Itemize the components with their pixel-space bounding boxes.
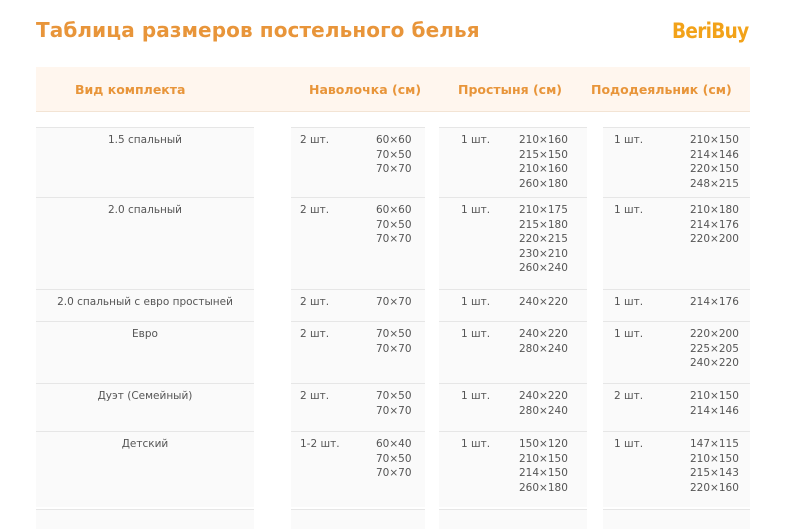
size-value: 210×160: [519, 134, 568, 146]
sheet-quantity: 1 шт.: [461, 328, 491, 340]
table-cell: [439, 509, 587, 529]
size-value: 70×50: [376, 390, 412, 402]
pillowcase-sizes: [376, 203, 412, 247]
pillowcase-quantity: 2 шт.: [300, 390, 330, 402]
size-value: 70×70: [376, 342, 412, 355]
table-row: [36, 197, 750, 289]
size-value: 70×50: [376, 452, 412, 465]
column-header-sheet: Простыня (см): [458, 82, 563, 97]
set-type-name: 2.0 спальный: [108, 204, 182, 216]
size-value: 215×143: [690, 467, 739, 480]
set-type-name: Детский: [121, 438, 169, 450]
size-value: 220×200: [690, 328, 739, 340]
size-value: 220×160: [690, 481, 739, 494]
size-value: 220×215: [519, 233, 568, 246]
size-value: 210×150: [690, 134, 739, 146]
size-value: 214×146: [690, 404, 739, 417]
size-value: 210×160: [519, 163, 568, 176]
table-row: [36, 431, 750, 507]
duvet-cover-sizes: [690, 327, 739, 371]
duvet-cover-quantity: 2 шт.: [614, 390, 644, 402]
size-value: 70×70: [376, 163, 412, 176]
size-value: 60×60: [376, 204, 412, 216]
size-value: 260×240: [519, 262, 568, 275]
duvet-cover-sizes: [690, 389, 739, 418]
pillowcase-sizes: [376, 389, 412, 418]
size-value: 70×70: [376, 467, 412, 480]
sheet-sizes: [519, 437, 568, 495]
column-header-set-type: Вид комплекта: [75, 82, 186, 97]
size-value: 60×40: [376, 438, 412, 450]
duvet-cover-sizes: [690, 203, 739, 247]
table-cell: [291, 509, 425, 529]
pillowcase-quantity: 2 шт.: [300, 328, 330, 340]
size-value: 210×180: [690, 204, 739, 216]
table-cell: [36, 509, 254, 529]
sheet-sizes: [519, 295, 568, 310]
sheet-sizes: [519, 203, 568, 276]
sheet-quantity: 1 шт.: [461, 204, 491, 216]
duvet-cover-quantity: 1 шт.: [614, 134, 644, 146]
size-value: 70×50: [376, 218, 412, 231]
sheet-sizes: [519, 327, 568, 356]
table-row: [36, 127, 750, 197]
brand-logo: BeriBuy: [672, 19, 749, 43]
table-row: [36, 321, 750, 383]
size-value: 210×175: [519, 204, 568, 216]
size-value: 70×70: [376, 233, 412, 246]
size-value: 150×120: [519, 438, 568, 450]
sheet-sizes: [519, 133, 568, 191]
table-row: [36, 289, 750, 321]
pillowcase-quantity: 1-2 шт.: [300, 438, 340, 450]
size-value: 70×50: [376, 328, 412, 340]
table-header: [36, 67, 750, 112]
pillowcase-quantity: 2 шт.: [300, 296, 330, 308]
size-value: 260×180: [519, 177, 568, 190]
pillowcase-sizes: [376, 437, 412, 481]
pillowcase-quantity: 2 шт.: [300, 134, 330, 146]
sheet-quantity: 1 шт.: [461, 134, 491, 146]
size-value: 210×150: [519, 452, 568, 465]
size-value: 60×60: [376, 134, 412, 146]
duvet-cover-quantity: 1 шт.: [614, 204, 644, 216]
pillowcase-sizes: [376, 295, 412, 310]
set-type-name: Евро: [132, 328, 158, 340]
size-value: 220×200: [690, 233, 739, 246]
sheet-quantity: 1 шт.: [461, 390, 491, 402]
page-title: Таблица размеров постельного белья: [36, 18, 480, 42]
size-value: 225×205: [690, 342, 739, 355]
duvet-cover-quantity: 1 шт.: [614, 328, 644, 340]
size-value: 240×220: [690, 357, 739, 370]
size-value: 70×70: [376, 404, 412, 417]
duvet-cover-sizes: [690, 295, 739, 310]
size-value: 214×176: [690, 218, 739, 231]
size-value: 215×180: [519, 218, 568, 231]
sheet-quantity: 1 шт.: [461, 438, 491, 450]
size-value: 210×150: [690, 390, 739, 402]
size-value: 230×210: [519, 247, 568, 260]
size-value: 240×220: [519, 328, 568, 340]
set-type-name: Дуэт (Семейный): [97, 390, 193, 402]
table-cell: [603, 509, 750, 529]
size-value: 214×176: [690, 296, 739, 308]
size-value: 280×240: [519, 404, 568, 417]
size-value: 280×240: [519, 342, 568, 355]
sheet-sizes: [519, 389, 568, 418]
column-header-duvet-cover: Пододеяльник (см): [591, 82, 732, 97]
set-type-name: 2.0 спальный с евро простыней: [57, 296, 233, 308]
size-value: 70×50: [376, 148, 412, 161]
table-row: [36, 509, 750, 529]
size-value: 214×150: [519, 467, 568, 480]
size-value: 70×70: [376, 296, 412, 308]
duvet-cover-sizes: [690, 437, 739, 495]
duvet-cover-sizes: [690, 133, 739, 191]
pillowcase-sizes: [376, 133, 412, 177]
pillowcase-quantity: 2 шт.: [300, 204, 330, 216]
size-value: 240×220: [519, 296, 568, 308]
column-header-pillowcase: Наволочка (см): [309, 82, 422, 97]
set-type-name: 1.5 спальный: [108, 134, 182, 146]
pillowcase-sizes: [376, 327, 412, 356]
size-value: 248×215: [690, 177, 739, 190]
size-value: 214×146: [690, 148, 739, 161]
size-value: 210×150: [690, 452, 739, 465]
sheet-quantity: 1 шт.: [461, 296, 491, 308]
duvet-cover-quantity: 1 шт.: [614, 296, 644, 308]
size-value: 260×180: [519, 481, 568, 494]
size-value: 215×150: [519, 148, 568, 161]
duvet-cover-quantity: 1 шт.: [614, 438, 644, 450]
table-row: [36, 383, 750, 431]
size-value: 220×150: [690, 163, 739, 176]
size-value: 147×115: [690, 438, 739, 450]
size-value: 240×220: [519, 390, 568, 402]
